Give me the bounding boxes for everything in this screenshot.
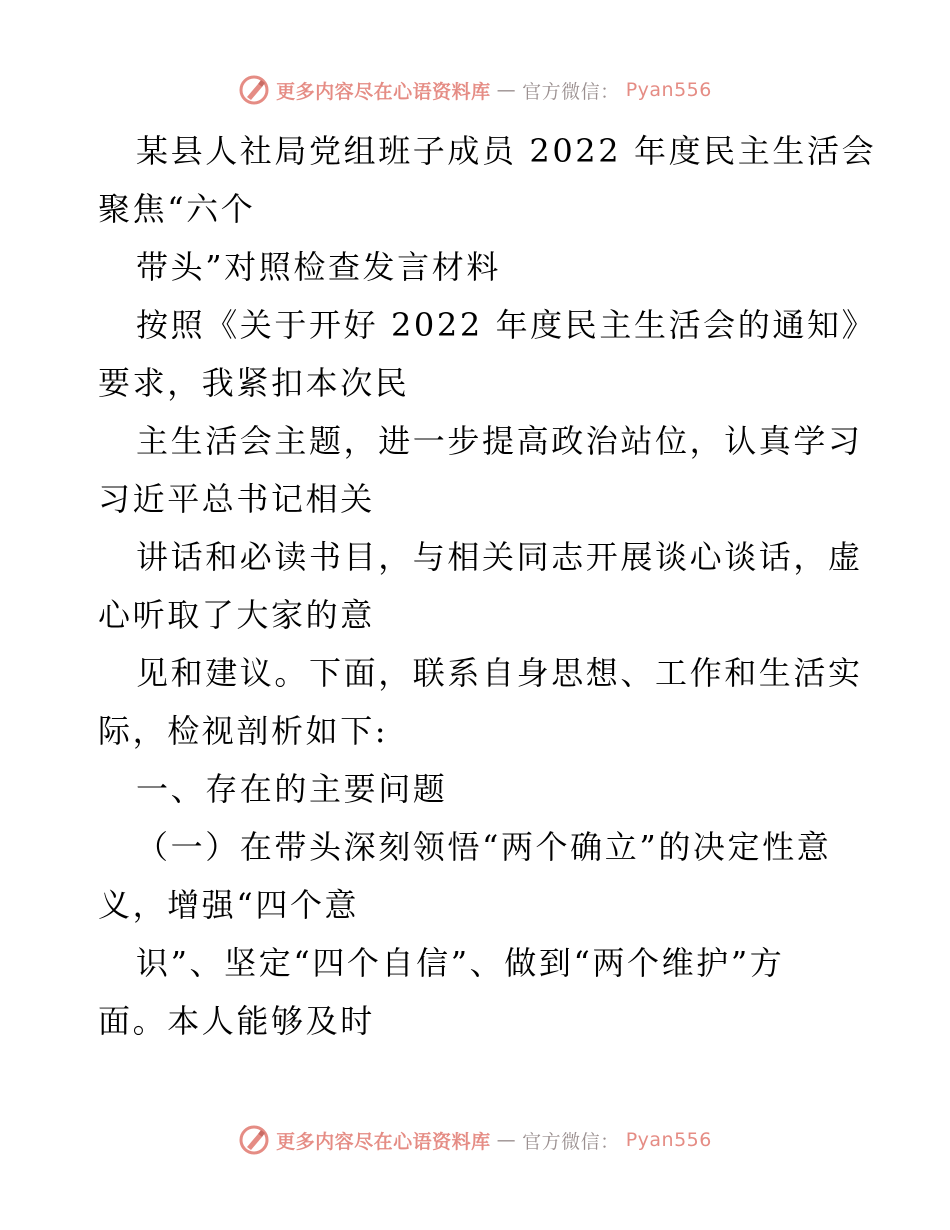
header-watermark bbox=[0, 72, 950, 108]
paragraph-line: 心听取了大家的意 bbox=[98, 596, 375, 634]
watermark-wechat-id: Pyan556 bbox=[625, 1129, 712, 1151]
watermark-wechat-label: 官方微信： bbox=[522, 1130, 620, 1153]
paragraph-line: 面。本人能够及时 bbox=[98, 1002, 375, 1040]
document-title-line-3: 带头”对照检查发言材料 bbox=[136, 248, 501, 286]
paragraph-line: 主生活会主题，进一步提高政治站位，认真学习 bbox=[136, 422, 863, 460]
paragraph-line: 讲话和必读书目，与相关同志开展谈心谈话，虚 bbox=[136, 538, 863, 576]
watermark-brand-text: 更多内容尽在心语资料库 bbox=[276, 1130, 491, 1153]
subsection-heading-line: （一）在带头深刻领悟“两个确立”的决定性意 bbox=[136, 828, 832, 866]
watermark-brand-text: 更多内容尽在心语资料库 bbox=[276, 80, 491, 103]
section-heading: 一、存在的主要问题 bbox=[136, 770, 448, 808]
paragraph-line: 见和建议。下面，联系自身思想、工作和生活实 bbox=[136, 654, 863, 692]
watermark-separator: — bbox=[496, 79, 517, 101]
subsection-heading-line: 义，增强“四个意 bbox=[98, 886, 360, 924]
watermark-separator: — bbox=[496, 1129, 517, 1151]
document-title-line-2: 聚焦“六个 bbox=[98, 190, 256, 228]
paragraph-line: 识”、坚定“四个自信”、做到“两个维护”方 bbox=[136, 944, 785, 982]
document-body bbox=[98, 122, 878, 1050]
paragraph-line: 习近平总书记相关 bbox=[98, 480, 375, 518]
paragraph-line: 要求，我紧扣本次民 bbox=[98, 364, 410, 402]
document-title-line-1: 某县人社局党组班子成员 2022 年度民主生活会 bbox=[136, 132, 877, 170]
footer-watermark bbox=[0, 1122, 950, 1158]
watermark-wechat-id: Pyan556 bbox=[625, 79, 712, 101]
paragraph-line: 际，检视剖析如下: bbox=[98, 712, 389, 750]
pen-circle-logo-icon bbox=[238, 1124, 270, 1156]
paragraph-line: 按照《关于开好 2022 年度民主生活会的通知》 bbox=[136, 306, 877, 344]
watermark-wechat-label: 官方微信： bbox=[522, 80, 620, 103]
pen-circle-logo-icon bbox=[238, 74, 270, 106]
